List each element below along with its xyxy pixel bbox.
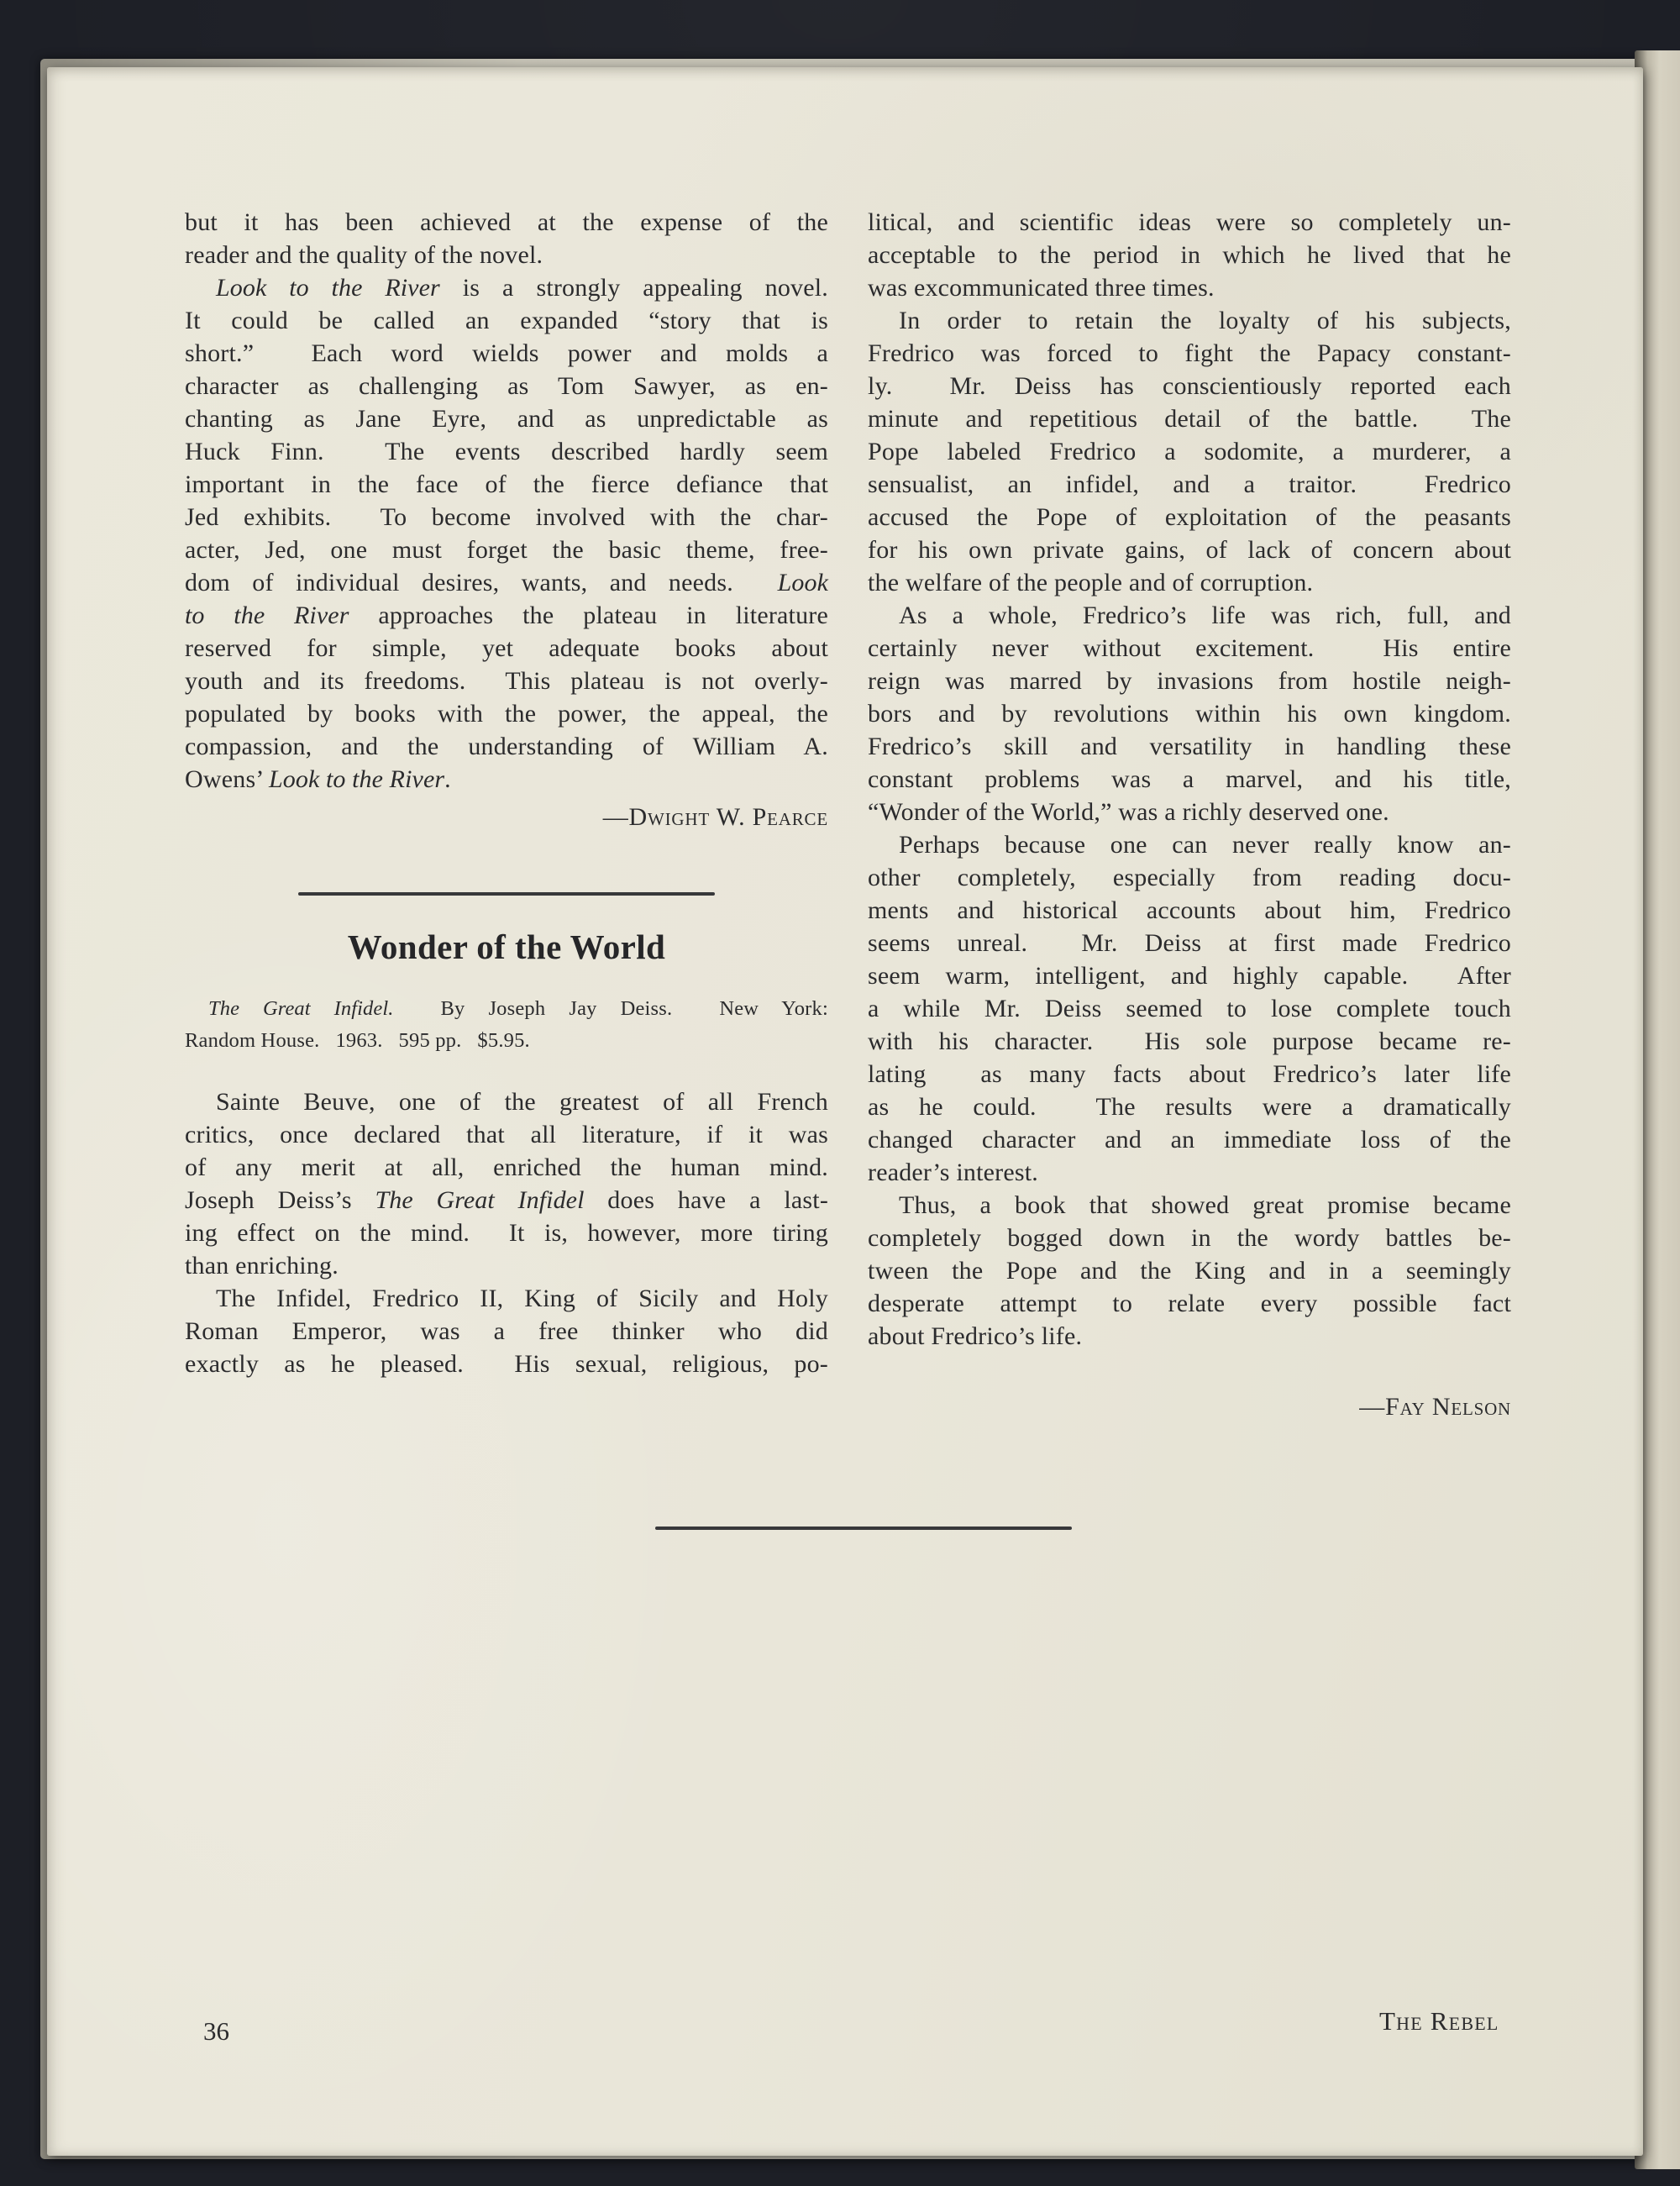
text-line: Look to the River is a strongly appealing novel. [216,274,828,302]
right-column [868,206,1511,1423]
text-line: character as challenging as Tom Sawyer, as en- [185,372,828,400]
text-line: Fredrico was forced to fight the Papacy constant- [868,339,1511,367]
text-line: seem warm, intelligent, and highly capable. After [868,962,1511,990]
text-line: ing effect on the mind. It is, however, more tiring [185,1219,828,1247]
text-line: Sainte Beuve, one of the greatest of all French [216,1088,828,1116]
text-line: As a whole, Fredrico’s life was rich, full, and [899,602,1511,629]
text-line: accused the Pope of exploitation of the peasants [868,503,1511,531]
text-line: completely bogged down in the wordy battles be- [868,1224,1511,1252]
text-line: of any merit at all, enriched the human mind. [185,1153,828,1181]
end-of-article-rule [655,1527,1072,1530]
text-line: minute and repetitious detail of the battle. The [868,405,1511,433]
text-line: The Infidel, Fredrico II, King of Sicily and Holy [216,1285,828,1312]
text-line: than enriching. [185,1252,339,1280]
text-line: for his own private gains, of lack of concern about [868,536,1511,564]
text-line: to the River approaches the plateau in literature [185,602,828,629]
text-line: ments and historical accounts about him, Fredrico [868,896,1511,924]
text-line: about Fredrico’s life. [868,1322,1083,1350]
text-line: reader and the quality of the novel. [185,241,543,269]
text-line: youth and its freedoms. This plateau is not overly- [185,667,828,695]
review-text-block [868,206,1511,1353]
text-line: tween the Pope and the King and in a seemingly [868,1257,1511,1285]
text-line: Random House. 1963. 595 pp. $5.95. [185,1029,530,1052]
text-line: other completely, especially from reading docu- [868,864,1511,891]
text-line: Owens’ Look to the River. [185,765,451,793]
page-number: 36 [203,2016,229,2046]
review-text-block [185,1085,828,1380]
review-text-block [185,206,828,796]
text-line: Fredrico’s skill and versatility in handling these [868,733,1511,760]
text-line: In order to retain the loyalty of his subjects, [899,307,1511,334]
text-line: acceptable to the period in which he lived that he [868,241,1511,269]
left-column [185,206,828,1380]
text-line: constant problems was a marvel, and his title, [868,765,1511,793]
text-line: populated by books with the power, the appeal, the [185,700,828,728]
reviewer-signature: —Fay Nelson [1359,1393,1511,1421]
text-line: chanting as Jane Eyre, and as unpredictable as [185,405,828,433]
text-line: but it has been achieved at the expense of the [185,208,828,236]
text-line: bors and by revolutions within his own kingdom. [868,700,1511,728]
text-line: changed character and an immediate loss of the [868,1126,1511,1153]
text-line: litical, and scientific ideas were so completely un- [868,208,1511,236]
text-line: was excommunicated three times. [868,274,1215,302]
text-line: the welfare of the people and of corruption. [868,569,1314,596]
text-line: desperate attempt to relate every possible fact [868,1290,1511,1317]
text-line: a while Mr. Deiss seemed to lose complete touch [868,995,1511,1022]
text-line: Jed exhibits. To become involved with the char- [185,503,828,531]
journal-title: The Rebel [1379,2006,1499,2036]
text-line: critics, once declared that all literature, if it was [185,1121,828,1148]
text-line: as he could. The results were a dramatically [868,1093,1511,1121]
text-line: with his character. His sole purpose became re- [868,1027,1511,1055]
section-divider-rule [298,892,715,896]
text-line: important in the face of the fierce defiance that [185,470,828,498]
magazine-page [47,67,1643,2156]
text-line: Thus, a book that showed great promise became [899,1191,1511,1219]
text-line: exactly as he pleased. His sexual, religious, po- [185,1350,828,1378]
text-line: short.” Each word wields power and molds a [185,339,828,367]
review-heading: Wonder of the World [347,927,666,966]
text-line: seems unreal. Mr. Deiss at first made Fredrico [868,929,1511,957]
text-line: reader’s interest. [868,1159,1038,1186]
text-line: lating as many facts about Fredrico’s later life [868,1060,1511,1088]
text-line: compassion, and the understanding of William A. [185,733,828,760]
text-line: The Great Infidel. By Joseph Jay Deiss. New York: [208,997,828,1020]
text-line: Perhaps because one can never really know an- [899,831,1511,859]
text-line: sensualist, an infidel, and a traitor. Fredrico [868,470,1511,498]
text-line: ly. Mr. Deiss has conscientiously reported each [868,372,1511,400]
book-citation [185,993,828,1057]
text-line: It could be called an expanded “story that is [185,307,828,334]
text-line: reserved for simple, yet adequate books about [185,634,828,662]
text-line: Roman Emperor, was a free thinker who did [185,1317,828,1345]
text-line: acter, Jed, one must forget the basic theme, free- [185,536,828,564]
text-line: Pope labeled Fredrico a sodomite, a murderer, a [868,438,1511,465]
text-line: dom of individual desires, wants, and needs. Look [185,569,828,596]
text-line: Huck Finn. The events described hardly seem [185,438,828,465]
text-line: reign was marred by invasions from hostile neigh- [868,667,1511,695]
text-line: Joseph Deiss’s The Great Infidel does have a last- [185,1186,829,1214]
text-line: certainly never without excitement. His entire [868,634,1511,662]
text-line: “Wonder of the World,” was a richly deserved one. [868,798,1389,826]
reviewer-signature: —Dwight W. Pearce [602,803,828,831]
